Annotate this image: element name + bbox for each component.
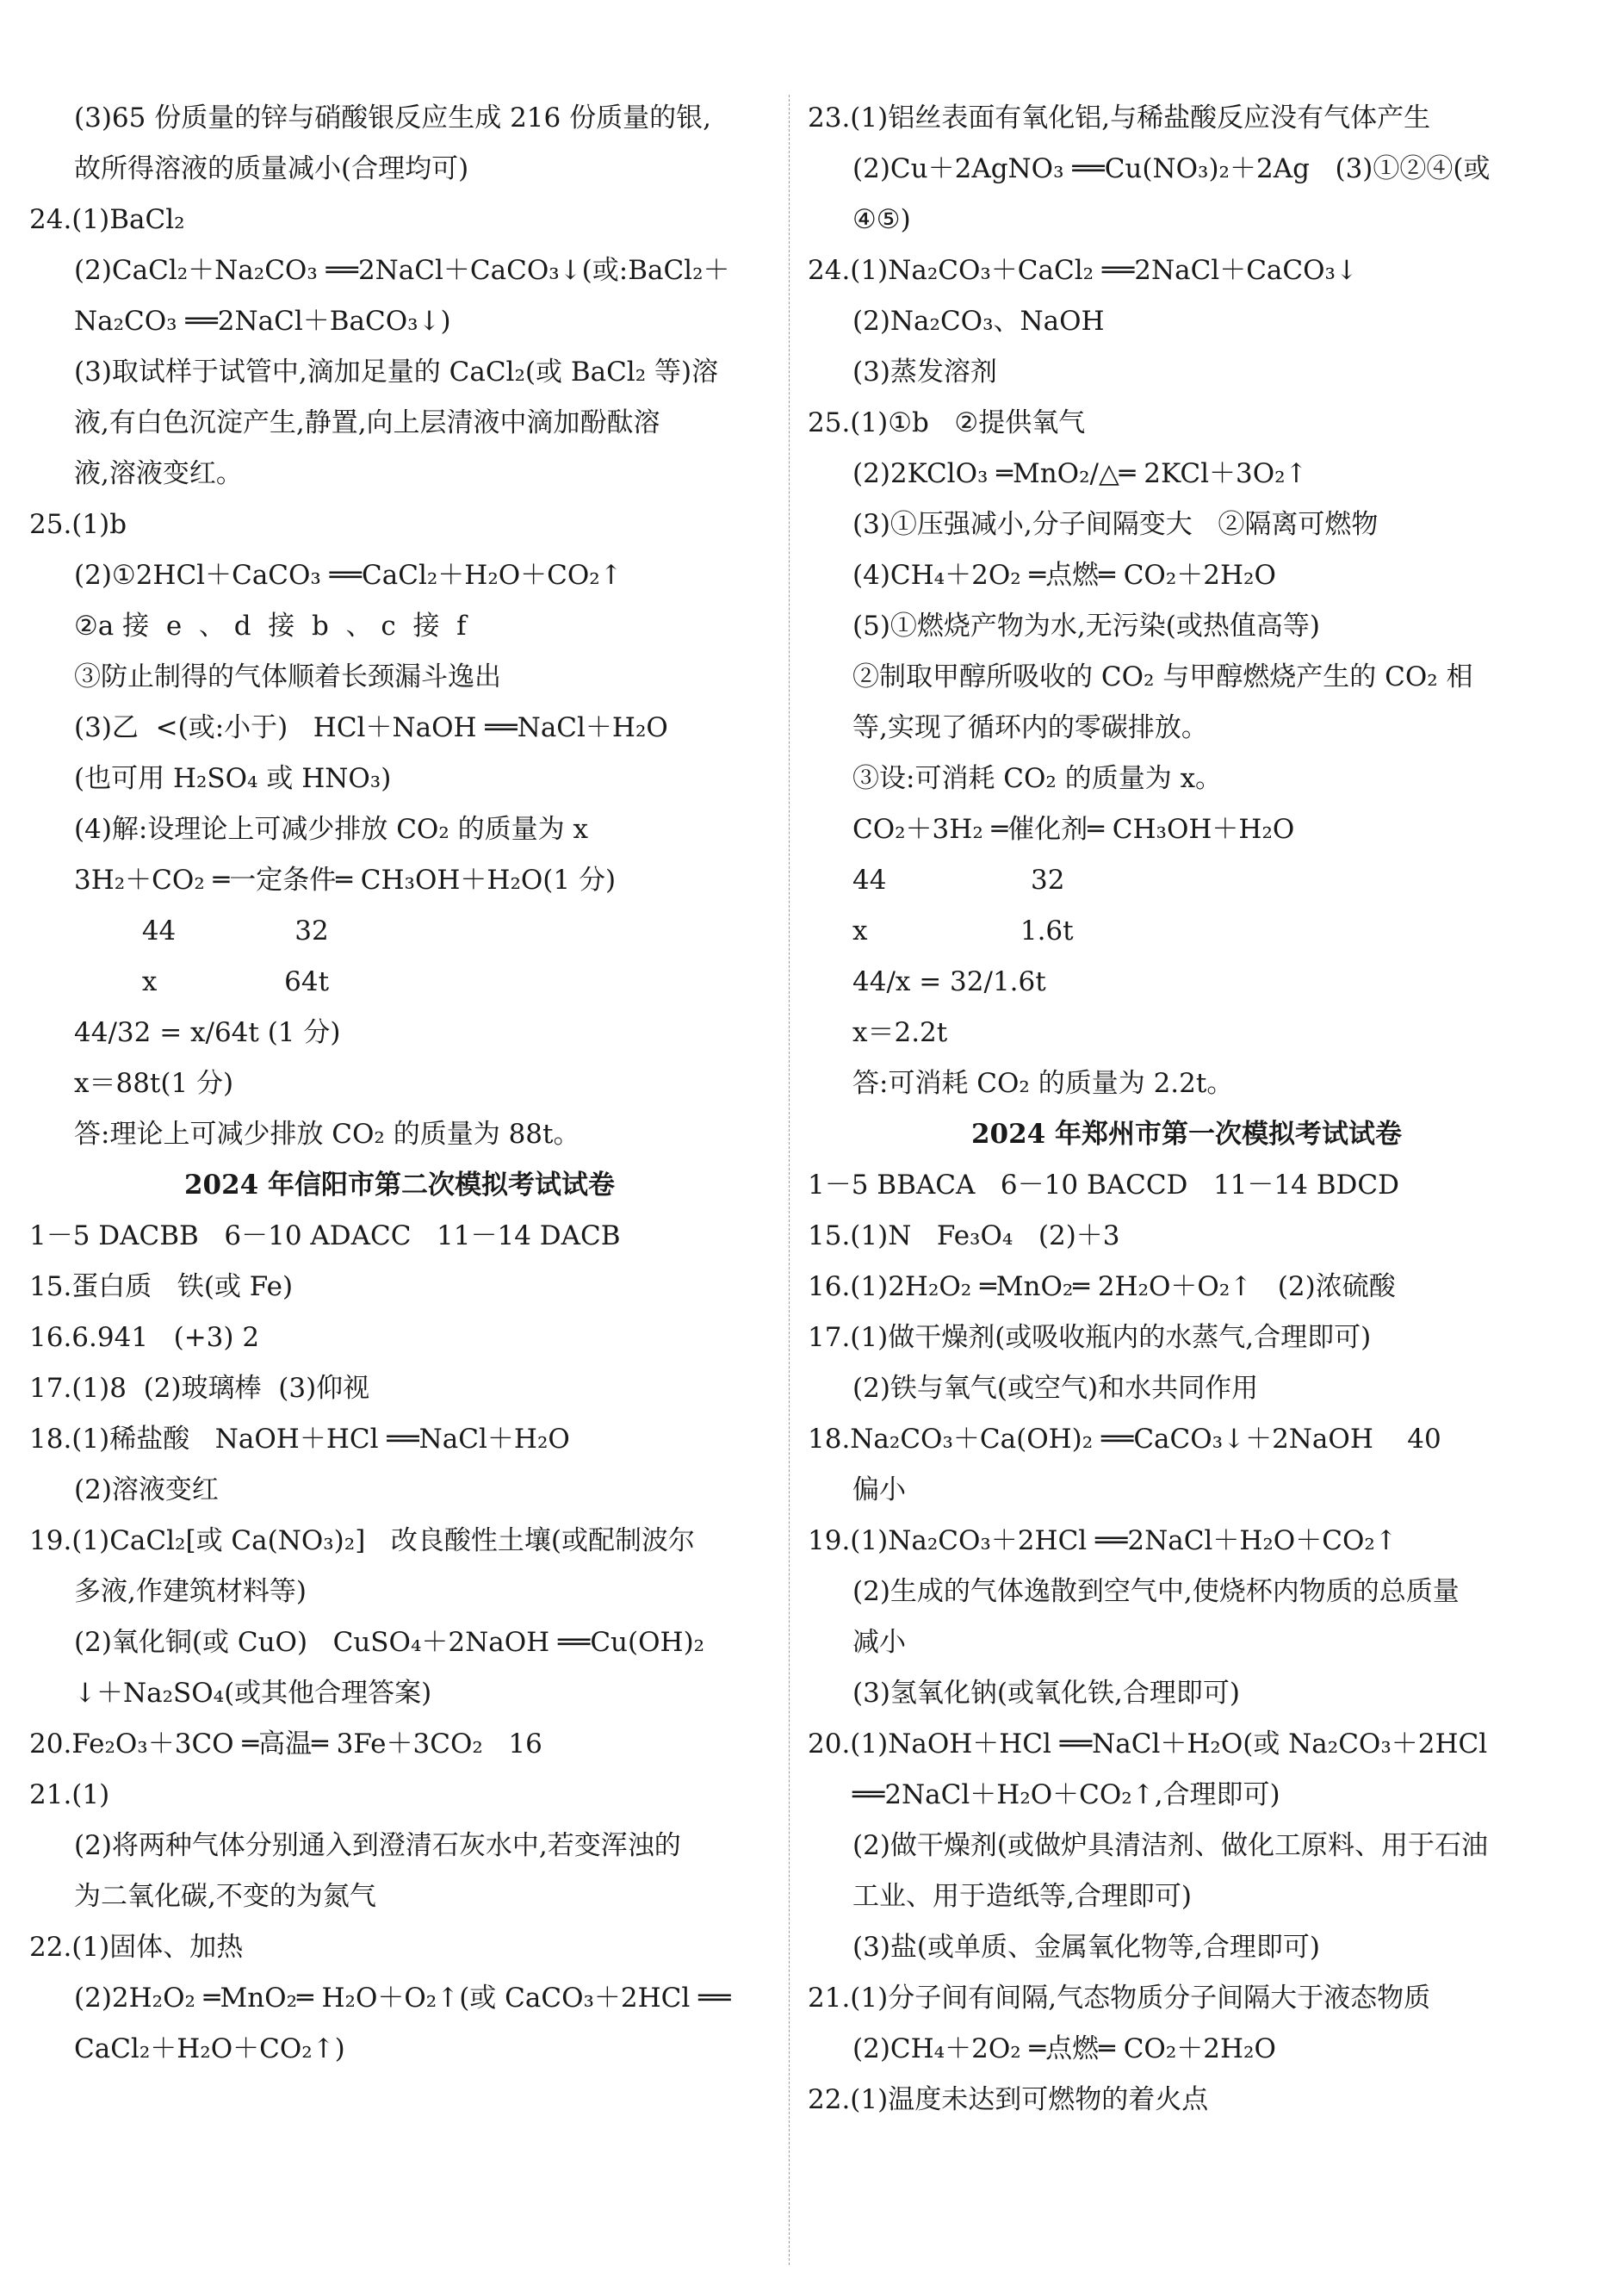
answer-line: (2)CH₄＋2O₂ ═点燃═ CO₂＋2H₂O [852,2033,1276,2064]
answer-line: ↓＋Na₂SO₄(或其他合理答案) [74,1678,432,1709]
answer-line: CaCl₂＋H₂O＋CO₂↑) [74,2033,345,2064]
answer-line: 减小 [852,1627,906,1658]
answer-line: (2)Cu＋2AgNO₃ ══Cu(NO₃)₂＋2Ag (3)①②④(或 [852,153,1491,184]
answer-line: 15.蛋白质 铁(或 Fe) [29,1271,294,1302]
answer-line: 17.(1)做干燥剂(或吸收瓶内的水蒸气,合理即可) [808,1322,1372,1353]
answer-line: 多液,作建筑材料等) [74,1576,307,1607]
answer-line: 25.(1)①b ②提供氧气 [808,407,1086,438]
answer-line: 25.(1)b [29,509,127,540]
answer-line: 19.(1)CaCl₂[或 Ca(NO₃)₂] 改良酸性土壤(或配制波尔 [29,1525,695,1556]
answer-line: 为二氧化碳,不变的为氮气 [74,1881,376,1912]
answer-line: (5)①燃烧产物为水,无污染(或热值高等) [852,611,1320,642]
answer-line: (3)乙 <(或:小于) HCl＋NaOH ══NaCl＋H₂O [74,712,668,743]
answer-line: 偏小 [852,1474,906,1505]
answer-line: (4)解:设理论上可减少排放 CO₂ 的质量为 x [74,814,588,845]
answer-line: 故所得溶液的质量减小(合理均可) [74,153,469,184]
answer-line: 液,有白色沉淀产生,静置,向上层清液中滴加酚酞溶 [74,407,660,438]
answer-line: (2)生成的气体逸散到空气中,使烧杯内物质的总质量 [852,1576,1460,1607]
answer-line: x 64t [74,966,330,997]
answer-line: 16.(1)2H₂O₂ ═MnO₂═ 2H₂O＋O₂↑ (2)浓硫酸 [808,1271,1396,1302]
answer-line: 44 32 [74,915,329,946]
answer-line: (3)取试样于试管中,滴加足量的 CaCl₂(或 BaCl₂ 等)溶 [74,357,719,388]
answer-line: (2)将两种气体分别通入到澄清石灰水中,若变浑浊的 [74,1830,681,1861]
section-title: 2024 年郑州市第一次模拟考试试卷 [970,1119,1403,1150]
answer-line: 18.Na₂CO₃＋Ca(OH)₂ ══CaCO₃↓＋2NaOH 40 [808,1424,1441,1455]
answer-line: 15.(1)N Fe₃O₄ (2)＋3 [808,1220,1120,1251]
answer-line: 22.(1)温度未达到可燃物的着火点 [808,2084,1209,2115]
answer-line: 44/x = 32/1.6t [852,966,1046,997]
answer-line: 答:理论上可减少排放 CO₂ 的质量为 88t。 [74,1119,580,1150]
answer-line: 等,实现了循环内的零碳排放。 [852,712,1208,743]
answer-line: ②制取甲醇所吸收的 CO₂ 与甲醇燃烧产生的 CO₂ 相 [852,661,1473,692]
answer-line: (3)①压强减小,分子间隔变大 ②隔离可燃物 [852,509,1379,540]
answer-line: (3)氢氧化钠(或氧化铁,合理即可) [852,1678,1240,1709]
answer-line: 22.(1)固体、加热 [29,1932,244,1963]
answer-line: 答:可消耗 CO₂ 的质量为 2.2t。 [852,1068,1234,1099]
answer-line: ③设:可消耗 CO₂ 的质量为 x。 [852,763,1223,794]
answer-line: 21.(1) [29,1779,110,1810]
answer-line: (2)Na₂CO₃、NaOH [852,306,1105,337]
answer-line: (3)蒸发溶剂 [852,357,997,388]
answer-line: 1－5 DACBB 6－10 ADACC 11－14 DACB [29,1220,621,1251]
answer-line: 16.6.941 (+3) 2 [29,1322,260,1353]
answer-line: (2)氧化铜(或 CuO) CuSO₄＋2NaOH ══Cu(OH)₂ [74,1627,705,1658]
answer-line: 3H₂＋CO₂ ═一定条件═ CH₃OH＋H₂O(1 分) [74,865,617,896]
answer-line: ③防止制得的气体顺着长颈漏斗逸出 [74,661,501,692]
answer-line: 18.(1)稀盐酸 NaOH＋HCl ══NaCl＋H₂O [29,1424,570,1455]
answer-line: (2)2KClO₃ ═MnO₂/△═ 2KCl＋3O₂↑ [852,458,1308,489]
answer-line: (2)铁与氧气(或空气)和水共同作用 [852,1373,1259,1404]
answer-line: 工业、用于造纸等,合理即可) [852,1881,1192,1912]
column-divider [789,95,790,2265]
answer-line: (2)溶液变红 [74,1474,219,1505]
answer-line: 44 32 [852,865,1065,896]
answer-line: (2)做干燥剂(或做炉具清洁剂、做化工原料、用于石油 [852,1830,1489,1861]
answer-line: (2)CaCl₂＋Na₂CO₃ ══2NaCl＋CaCO₃↓(或:BaCl₂＋ [74,255,730,286]
answer-line: x 1.6t [852,915,1074,946]
right-column [808,93,1565,2126]
answer-line: ②a 接 e 、 d 接 b 、 c 接 f [74,611,467,642]
answer-line: (2)①2HCl＋CaCO₃ ══CaCl₂＋H₂O＋CO₂↑ [74,560,623,591]
answer-line: CO₂＋3H₂ ═催化剂═ CH₃OH＋H₂O [852,814,1295,845]
answer-line: 1－5 BBACA 6－10 BACCD 11－14 BDCD [808,1170,1399,1201]
answer-line: 液,溶液变红。 [74,458,243,489]
answer-line: (4)CH₄＋2O₂ ═点燃═ CO₂＋2H₂O [852,560,1276,591]
answer-line: 19.(1)Na₂CO₃＋2HCl ══2NaCl＋H₂O＋CO₂↑ [808,1525,1398,1556]
answer-line: ④⑤) [852,204,911,235]
answer-line: 20.(1)NaOH＋HCl ══NaCl＋H₂O(或 Na₂CO₃＋2HCl [808,1729,1488,1760]
answer-line: 24.(1)Na₂CO₃＋CaCl₂ ══2NaCl＋CaCO₃↓ [808,255,1358,286]
answer-line: (3)65 份质量的锌与硝酸银反应生成 216 份质量的银, [74,102,711,133]
answer-line: 17.(1)8 (2)玻璃棒 (3)仰视 [29,1373,370,1404]
answer-line: (2)2H₂O₂ ═MnO₂═ H₂O＋O₂↑(或 CaCO₃＋2HCl ══ [74,1983,731,2014]
answer-line: 20.Fe₂O₃＋3CO ═高温═ 3Fe＋3CO₂ 16 [29,1729,542,1760]
answer-line: ══2NaCl＋H₂O＋CO₂↑,合理即可) [852,1779,1280,1810]
answer-line: 21.(1)分子间有间隔,气态物质分子间隔大于液态物质 [808,1983,1431,2014]
answer-line: (3)盐(或单质、金属氧化物等,合理即可) [852,1932,1320,1963]
answer-line: 44/32 = x/64t (1 分) [74,1017,341,1048]
answer-line: 23.(1)铝丝表面有氧化铝,与稀盐酸反应没有气体产生 [808,102,1431,133]
left-column [29,93,770,2075]
section-title: 2024 年信阳市第二次模拟考试试卷 [183,1170,616,1201]
answer-line: x＝2.2t [852,1017,948,1048]
answer-line: x＝88t(1 分) [74,1068,234,1099]
answer-line: Na₂CO₃ ══2NaCl＋BaCO₃↓) [74,306,451,337]
answer-line: (也可用 H₂SO₄ 或 HNO₃) [74,763,392,794]
answer-line: 24.(1)BaCl₂ [29,204,185,235]
